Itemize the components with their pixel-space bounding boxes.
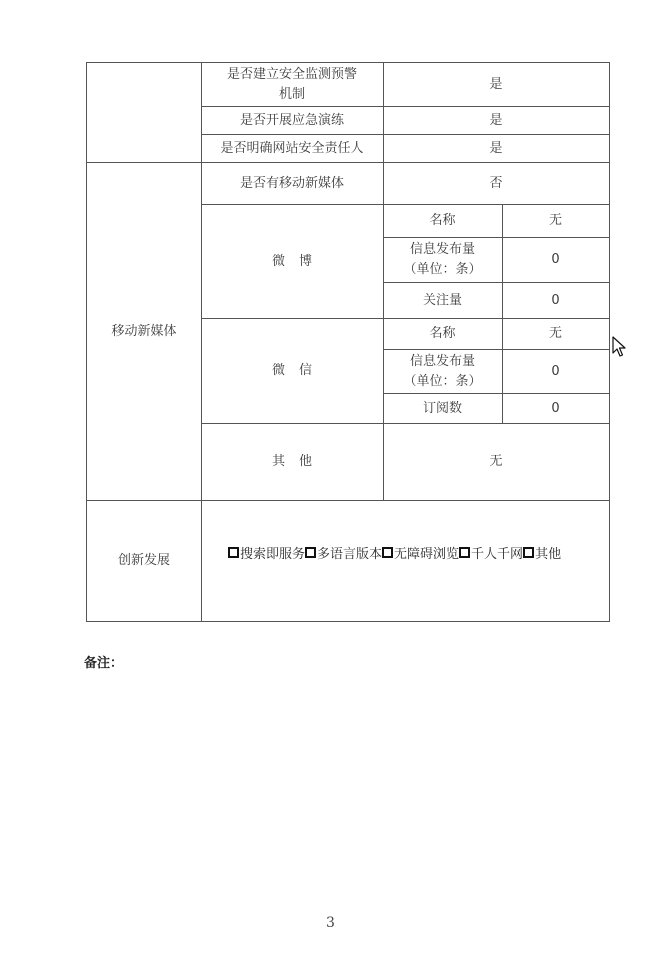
checkbox-icon[interactable] <box>305 547 316 558</box>
weibo-name-label: 名称 <box>429 213 456 228</box>
checkbox-icon[interactable] <box>382 547 393 558</box>
innovation-label: 创新发展 <box>117 553 170 568</box>
option-search-service[interactable] <box>228 543 305 562</box>
mouse-cursor-icon <box>612 336 626 358</box>
weibo-followers-label: 关注量 <box>422 292 462 308</box>
wechat-subscribers-label: 订阅数 <box>422 400 462 416</box>
option-label: 无障碍浏览 <box>394 546 460 562</box>
weibo-label: 微博 <box>271 253 326 269</box>
wechat-posts-value: 0 <box>551 363 560 379</box>
checkbox-icon[interactable] <box>459 547 470 558</box>
drill-label: 是否开展应急演练 <box>239 112 344 128</box>
checkbox-icon[interactable] <box>523 547 534 558</box>
responsible-label: 是否明确网站安全责任人 <box>220 140 364 156</box>
option-accessibility[interactable] <box>382 543 459 562</box>
wechat-subscribers-value: 0 <box>551 400 560 416</box>
innovation-options <box>228 541 606 563</box>
other-value: 无 <box>489 454 503 469</box>
option-label: 千人千网 <box>471 546 524 562</box>
wechat-name-value: 无 <box>548 326 562 341</box>
option-label: 其他 <box>535 546 562 562</box>
weibo-followers-value: 0 <box>551 292 560 308</box>
option-label: 多语言版本 <box>317 546 383 562</box>
page-number: 3 <box>326 915 335 931</box>
option-other[interactable] <box>523 543 561 562</box>
has-mobile-label: 是否有移动新媒体 <box>239 175 344 191</box>
wechat-label: 微信 <box>271 363 326 378</box>
responsible-value: 是 <box>489 140 503 156</box>
other-label: 其他 <box>271 454 326 469</box>
option-label: 搜索即服务 <box>240 546 306 562</box>
weibo-posts-value: 0 <box>551 252 560 267</box>
warning-label: 是否建立安全监测预警 机制 <box>226 66 357 102</box>
mobile-section-label: 移动新媒体 <box>111 323 177 339</box>
wechat-name-label: 名称 <box>429 326 456 341</box>
weibo-name-value: 无 <box>548 213 562 228</box>
wechat-posts-label: 信息发布量 （单位：条） <box>403 353 482 389</box>
drill-value: 是 <box>489 112 503 128</box>
option-personalized[interactable] <box>459 543 523 562</box>
option-multilingual[interactable] <box>305 543 382 562</box>
has-mobile-value: 否 <box>489 175 503 191</box>
warning-value: 是 <box>489 76 503 92</box>
remark-label: 备注： <box>84 656 124 671</box>
weibo-posts-label: 信息发布量 （单位：条） <box>403 242 482 277</box>
checkbox-icon[interactable] <box>228 547 239 558</box>
